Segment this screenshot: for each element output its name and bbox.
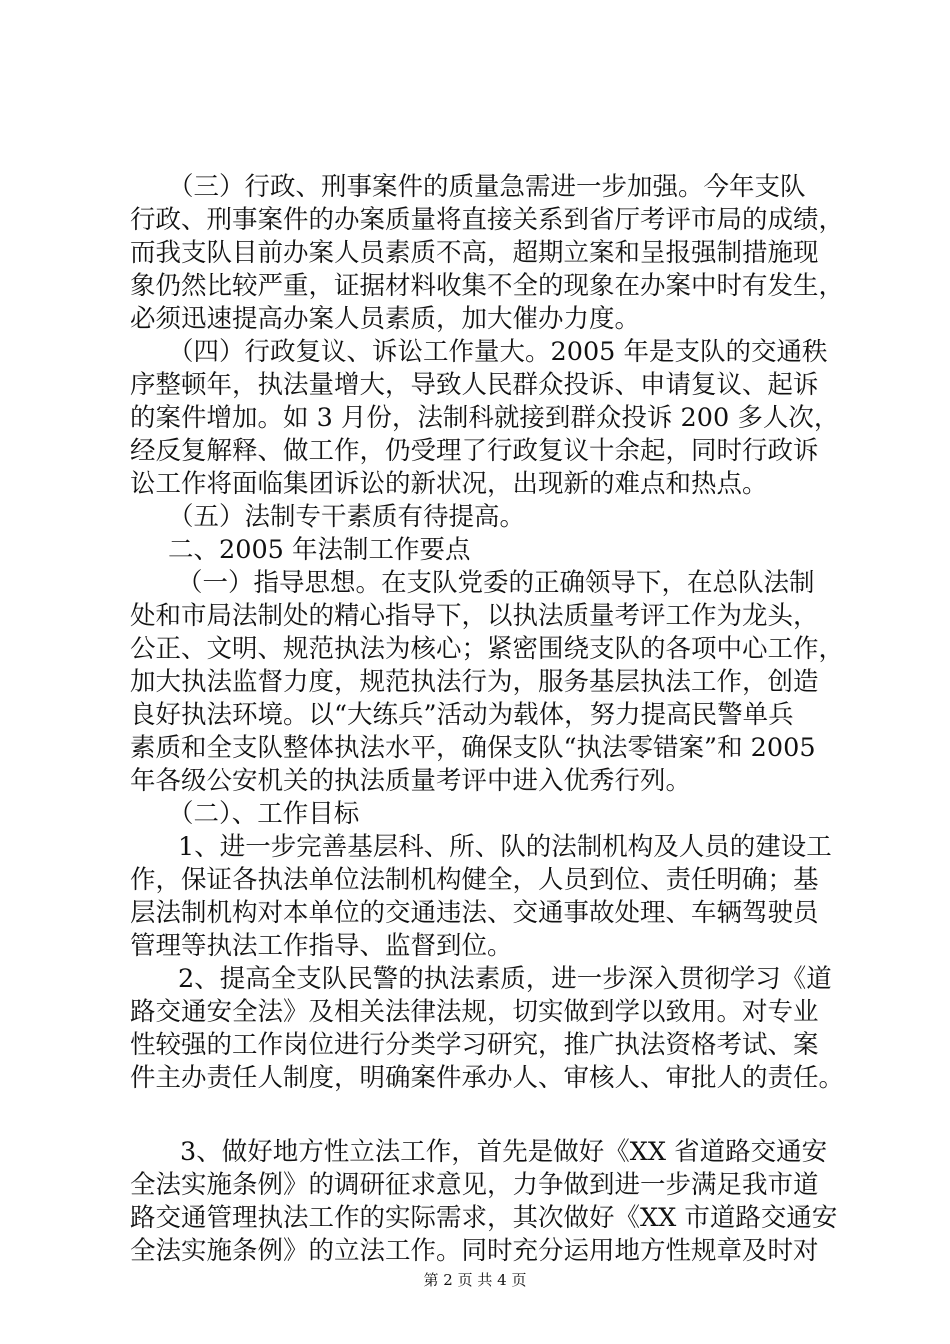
text-line: 层法制机构对本单位的交通违法、交通事故处理、车辆驾驶员 xyxy=(130,898,819,928)
text-line: 路交通管理执法工作的实际需求，其次做好《XX 市道路交通安 xyxy=(130,1203,838,1233)
text-line: 作，保证各执法单位法制机构健全，人员到位、责任明确；基 xyxy=(130,865,819,895)
section-heading: 二、2005 年法制工作要点 xyxy=(168,535,471,565)
text-line: 经反复解释、做工作，仍受理了行政复议十余起，同时行政诉 xyxy=(130,436,819,466)
text-line: 必须迅速提高办案人员素质，加大催办力度。 xyxy=(130,304,641,334)
page-footer: 第 2 页 共 4 页 xyxy=(423,1271,527,1289)
text-line: 良好执法环境。以“大练兵”活动为载体，努力提高民警单兵 xyxy=(130,700,794,730)
subsection-heading: （二）、工作目标 xyxy=(168,799,360,829)
text-line: 1、进一步完善基层科、所、队的法制机构及人员的建设工 xyxy=(178,832,832,862)
text-line: 行政、刑事案件的办案质量将直接关系到省厅考评市局的成绩， xyxy=(130,205,845,235)
text-line: 的案件增加。如 3 月份，法制科就接到群众投诉 200 多人次， xyxy=(130,403,840,433)
text-line: 性较强的工作岗位进行分类学习研究，推广执法资格考试、案 xyxy=(130,1030,819,1060)
text-line: 路交通安全法》及相关法律法规，切实做到学以致用。对专业 xyxy=(130,997,819,1027)
text-line: 公正、文明、规范执法为核心；紧密围绕支队的各项中心工作， xyxy=(130,634,845,664)
text-line: 而我支队目前办案人员素质不高，超期立案和呈报强制措施现 xyxy=(130,238,819,268)
text-line: 加大执法监督力度，规范执法行为，服务基层执法工作，创造 xyxy=(130,667,819,697)
text-line: 讼工作将面临集团诉讼的新状况，出现新的难点和热点。 xyxy=(130,469,768,499)
text-line: （一）指导思想。在支队党委的正确领导下，在总队法制 xyxy=(177,568,815,598)
text-line: （三）行政、刑事案件的质量急需进一步加强。今年支队 xyxy=(168,172,806,202)
text-line: 2、提高全支队民警的执法素质，进一步深入贯彻学习《道 xyxy=(178,964,832,994)
text-line: 处和市局法制处的精心指导下，以执法质量考评工作为龙头， xyxy=(130,601,819,631)
text-line: 象仍然比较严重，证据材料收集不全的现象在办案中时有发生， xyxy=(130,271,845,301)
text-line: （四）行政复议、诉讼工作量大。2005 年是支队的交通秩 xyxy=(168,337,828,367)
text-line: 件主办责任人制度，明确案件承办人、审核人、审批人的责任。 xyxy=(130,1063,845,1093)
text-line: 素质和全支队整体执法水平，确保支队“执法零错案”和 2005 xyxy=(130,733,816,763)
text-line: （五）法制专干素质有待提高。 xyxy=(168,502,526,532)
text-line: 全法实施条例》的立法工作。同时充分运用地方性规章及时对 xyxy=(130,1236,819,1266)
text-line: 全法实施条例》的调研征求意见，力争做到进一步满足我市道 xyxy=(130,1170,819,1200)
text-line: 管理等执法工作指导、监督到位。 xyxy=(130,931,513,961)
text-line: 序整顿年，执法量增大，导致人民群众投诉、申请复议、起诉 xyxy=(130,370,819,400)
text-line: 年各级公安机关的执法质量考评中进入优秀行列。 xyxy=(130,766,692,796)
text-line: 3、做好地方性立法工作，首先是做好《XX 省道路交通安 xyxy=(180,1137,828,1167)
